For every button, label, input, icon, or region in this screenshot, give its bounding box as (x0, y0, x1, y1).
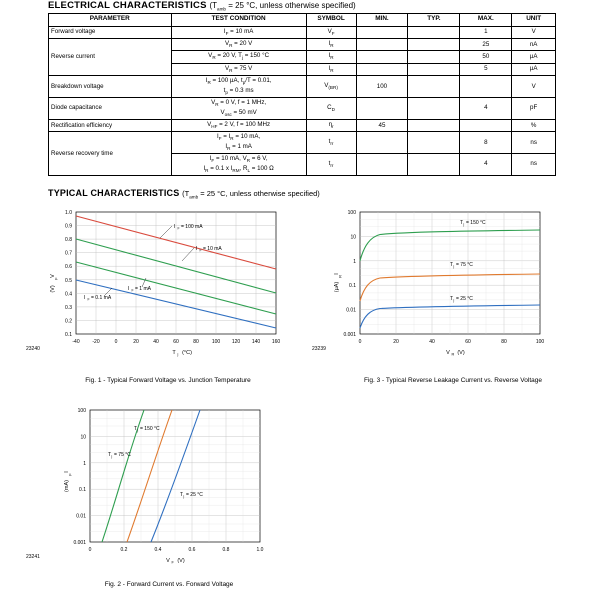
figure-2-code: 23241 (26, 554, 40, 560)
cell-symbol: $t_{rr}$ (306, 132, 356, 154)
figure-1-chart (24, 204, 294, 364)
cell-typ (408, 26, 460, 38)
cell-symbol: $C_D$ (306, 98, 356, 120)
svg-text:0: 0 (358, 339, 362, 345)
cell-unit: µA (512, 63, 556, 75)
figure-3-caption: Fig. 3 - Typical Reverse Leakage Current vs. Reverse Voltage (364, 377, 542, 384)
cell-unit: ns (512, 132, 556, 154)
figure-3 (310, 204, 590, 384)
electrical-title-note: ($T_{amb} = 25$ °C, unless otherwise specified) (209, 1, 356, 12)
svg-text:100: 100 (347, 210, 356, 216)
cell-min (356, 98, 408, 120)
svg-text:0.4: 0.4 (154, 547, 162, 553)
col-min: MIN. (356, 13, 408, 26)
svg-text:0.9: 0.9 (65, 223, 72, 230)
svg-text:j: j (177, 352, 179, 357)
svg-text:0.3: 0.3 (65, 304, 72, 311)
cell-unit: V (512, 26, 556, 38)
svg-text:(V): (V) (177, 558, 185, 564)
svg-text:60: 60 (465, 339, 471, 345)
cell-condition: $V_{HF} = 2$ V, f = 100 MHz (171, 119, 306, 131)
cell-typ (408, 76, 460, 98)
svg-text:F: F (177, 226, 180, 231)
svg-text:F: F (199, 248, 202, 253)
figure-3-chart (310, 204, 590, 364)
svg-text:T: T (450, 296, 454, 302)
svg-text:1: 1 (83, 460, 86, 467)
svg-text:1: 1 (353, 258, 356, 265)
cell-condition: $V_R = 0$ V, f = 1 MHz, $V_{osc} = 50$ mV (171, 98, 306, 120)
svg-text:= 150 °C: = 150 °C (466, 220, 486, 226)
cell-condition: $I_R = 100$ µA, $t_p/T = 0.01$, $t_p = 0.3$ ms (171, 76, 306, 98)
cell-typ (408, 132, 460, 154)
svg-text:= 0.1 mA: = 0.1 mA (91, 295, 112, 301)
svg-text:R: R (451, 352, 455, 357)
cell-max: 1 (460, 26, 512, 38)
svg-text:V: V (50, 274, 56, 278)
svg-text:0.01: 0.01 (76, 513, 86, 520)
cell-typ (408, 63, 460, 75)
svg-text:j: j (137, 428, 139, 433)
svg-text:F: F (87, 297, 90, 302)
svg-text:= 75 °C: = 75 °C (114, 452, 131, 458)
svg-text:0.4: 0.4 (65, 291, 72, 298)
svg-text:40: 40 (153, 339, 159, 345)
typical-characteristics-title (48, 188, 320, 200)
cell-unit: V (512, 76, 556, 98)
svg-text:= 75 °C: = 75 °C (456, 262, 473, 268)
cell-max: 25 (460, 39, 512, 51)
svg-text:T: T (180, 492, 184, 498)
svg-text:0.001: 0.001 (343, 332, 356, 338)
svg-text:T: T (450, 262, 454, 268)
svg-text:T: T (172, 350, 176, 356)
table-row (49, 26, 556, 38)
col-typ: TYP. (408, 13, 460, 26)
cell-max: 5 (460, 63, 512, 75)
svg-text:0.7: 0.7 (65, 250, 72, 257)
svg-text:0.6: 0.6 (65, 264, 72, 271)
col-parameter: PARAMETER (49, 13, 172, 26)
col-test-condition: TEST CONDITION (171, 13, 306, 26)
table-row (49, 132, 556, 154)
svg-text:j: j (111, 454, 113, 459)
cell-max: 4 (460, 98, 512, 120)
svg-text:0.1: 0.1 (349, 283, 356, 290)
figure-1-code: 23240 (26, 346, 40, 352)
cell-condition: $V_R = 20$ V (171, 39, 306, 51)
cell-max: 50 (460, 51, 512, 63)
svg-text:20: 20 (133, 339, 139, 345)
figure-3-code: 23239 (312, 346, 326, 352)
svg-text:= 100 mA: = 100 mA (181, 224, 203, 230)
svg-text:F: F (68, 473, 73, 476)
svg-text:F: F (171, 560, 174, 565)
svg-text:0: 0 (88, 547, 92, 553)
cell-max: 8 (460, 132, 512, 154)
col-max: MAX. (460, 13, 512, 26)
cell-unit: ns (512, 154, 556, 176)
cell-symbol: $I_R$ (306, 63, 356, 75)
figure-1 (24, 204, 294, 384)
cell-symbol: $V_{(BR)}$ (306, 76, 356, 98)
table-row (49, 119, 556, 131)
svg-text:10: 10 (80, 434, 86, 441)
table-row (49, 39, 556, 51)
cell-unit: % (512, 119, 556, 131)
svg-text:0.01: 0.01 (346, 307, 356, 314)
svg-text:I: I (196, 246, 198, 252)
svg-text:T: T (460, 220, 464, 226)
svg-text:I: I (334, 273, 340, 275)
cell-condition: $I_F = 10$ mA (171, 26, 306, 38)
svg-text:-20: -20 (92, 339, 100, 345)
cell-unit: nA (512, 39, 556, 51)
electrical-characteristics-table (48, 13, 556, 176)
table-row (49, 76, 556, 98)
electrical-characteristics-title (48, 0, 556, 13)
cell-parameter: Breakdown voltage (49, 76, 172, 98)
svg-text:I: I (64, 471, 70, 473)
svg-text:20: 20 (393, 339, 399, 345)
svg-text:80: 80 (501, 339, 507, 345)
svg-text:F: F (131, 288, 134, 293)
svg-text:40: 40 (429, 339, 435, 345)
cell-parameter: Diode capacitance (49, 98, 172, 120)
svg-text:(mA): (mA) (64, 480, 70, 492)
svg-text:V: V (446, 350, 450, 356)
svg-text:F: F (54, 277, 59, 280)
svg-text:100: 100 (211, 339, 221, 345)
svg-text:0.6: 0.6 (188, 547, 196, 553)
table-row (49, 98, 556, 120)
typical-title-note: ($T_{amb} = 25$ °C, unless otherwise specified) (182, 189, 320, 200)
svg-text:= 25 °C: = 25 °C (186, 492, 203, 498)
svg-text:160: 160 (271, 339, 281, 345)
svg-text:T: T (108, 452, 112, 458)
cell-parameter: Reverse recovery time (49, 132, 172, 176)
svg-text:0.1: 0.1 (65, 332, 72, 338)
figure-2-caption: Fig. 2 - Forward Current vs. Forward Voltage (104, 581, 234, 588)
svg-text:R: R (338, 275, 343, 278)
figure-1-caption: Fig. 1 - Typical Forward Voltage vs. Junction Temperature (85, 377, 251, 384)
cell-parameter: Rectification efficiency (49, 119, 172, 131)
cell-typ (408, 39, 460, 51)
cell-unit: µA (512, 51, 556, 63)
figure-2-chart (24, 400, 304, 570)
cell-min (356, 51, 408, 63)
svg-text:(°C): (°C) (182, 350, 192, 356)
svg-text:V: V (166, 558, 170, 564)
svg-text:0: 0 (114, 339, 118, 345)
electrical-title-text: ELECTRICAL CHARACTERISTICS (48, 0, 207, 11)
svg-text:1.0: 1.0 (256, 547, 264, 553)
svg-text:60: 60 (173, 339, 179, 345)
typical-title-text: TYPICAL CHARACTERISTICS (48, 188, 180, 198)
svg-text:= 25 °C: = 25 °C (456, 296, 473, 302)
cell-parameter: Forward voltage (49, 26, 172, 38)
svg-text:j: j (453, 264, 455, 269)
cell-typ (408, 51, 460, 63)
cell-symbol: $V_F$ (306, 26, 356, 38)
cell-typ (408, 154, 460, 176)
svg-text:0.2: 0.2 (65, 318, 72, 325)
svg-text:(µA): (µA) (334, 281, 340, 293)
svg-text:120: 120 (231, 339, 241, 345)
cell-max (460, 76, 512, 98)
cell-min: 100 (356, 76, 408, 98)
svg-text:100: 100 (77, 408, 86, 414)
svg-text:(V): (V) (457, 350, 465, 356)
svg-text:= 10 mA: = 10 mA (203, 246, 222, 252)
svg-text:j: j (453, 298, 455, 303)
cell-symbol: $\eta_r$ (306, 119, 356, 131)
svg-text:1.0: 1.0 (65, 210, 72, 216)
cell-symbol: $t_{rr}$ (306, 154, 356, 176)
cell-max: 4 (460, 154, 512, 176)
cell-min: 45 (356, 119, 408, 131)
cell-min (356, 26, 408, 38)
svg-text:j: j (183, 494, 185, 499)
cell-condition: $I_F = 10$ mA, $V_R = 6$ V, $I_R = 0.1$ x $I_{RM}$, $R_L = 100$ Ω (171, 154, 306, 176)
svg-text:10: 10 (350, 234, 356, 241)
cell-min (356, 63, 408, 75)
cell-typ (408, 98, 460, 120)
cell-symbol: $I_R$ (306, 39, 356, 51)
cell-condition: $V_R = 75$ V (171, 63, 306, 75)
svg-text:I: I (174, 224, 176, 230)
col-symbol: SYMBOL (306, 13, 356, 26)
figure-2 (24, 400, 304, 588)
svg-text:-40: -40 (72, 339, 80, 345)
svg-text:(V): (V) (50, 285, 56, 293)
cell-max (460, 119, 512, 131)
svg-text:T: T (134, 426, 138, 432)
svg-text:0.001: 0.001 (73, 540, 86, 546)
cell-min (356, 132, 408, 154)
svg-text:= 1 mA: = 1 mA (135, 286, 151, 292)
electrical-characteristics-section (48, 0, 556, 176)
cell-symbol: $I_R$ (306, 51, 356, 63)
table-header-row (49, 13, 556, 26)
svg-text:140: 140 (251, 339, 261, 345)
col-unit: UNIT (512, 13, 556, 26)
cell-condition: $I_F = I_R = 10$ mA, $I_R = 1$ mA (171, 132, 306, 154)
cell-min (356, 154, 408, 176)
svg-text:= 150 °C: = 150 °C (140, 426, 160, 432)
svg-text:0.8: 0.8 (65, 237, 72, 244)
svg-text:0.5: 0.5 (65, 277, 72, 284)
cell-parameter: Reverse current (49, 39, 172, 76)
svg-text:100: 100 (535, 339, 545, 345)
svg-text:80: 80 (193, 339, 199, 345)
cell-min (356, 39, 408, 51)
cell-condition: $V_R = 20$ V, $T_j = 150$ °C (171, 51, 306, 63)
svg-text:0.8: 0.8 (222, 547, 230, 553)
svg-text:I: I (128, 286, 130, 292)
svg-text:0.2: 0.2 (120, 547, 128, 553)
svg-text:I: I (84, 295, 86, 301)
svg-text:j: j (463, 222, 465, 227)
svg-text:0.1: 0.1 (79, 487, 86, 494)
cell-typ (408, 119, 460, 131)
cell-unit: pF (512, 98, 556, 120)
